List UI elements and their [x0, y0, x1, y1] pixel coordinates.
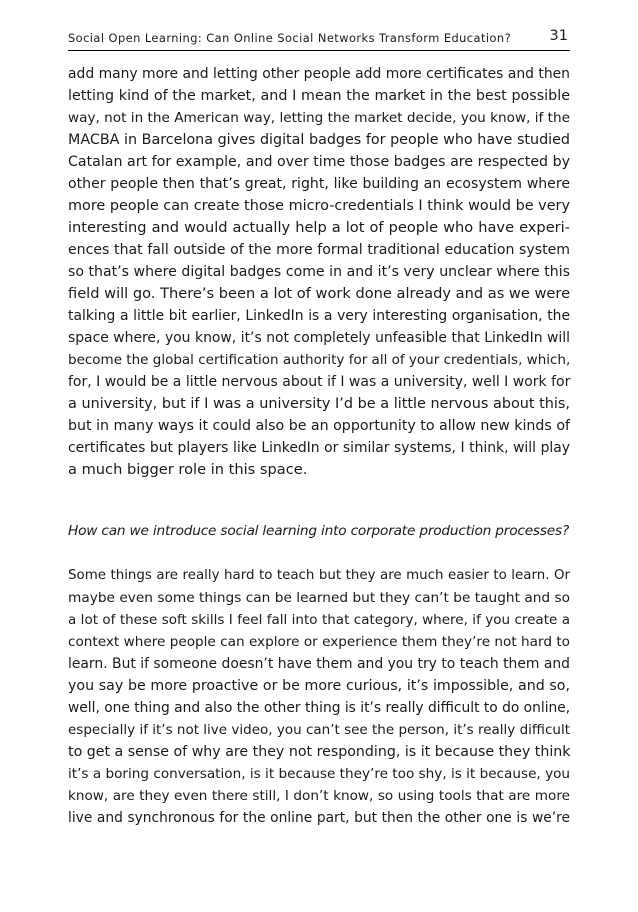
text-line: field will go. There’s been a lot of work done already and as we were — [68, 285, 571, 302]
text-line: for, I would be a little nervous about if I was a university, well I work for — [68, 374, 571, 390]
text-line: but in many ways it could also be an opportunity to allow new kinds of — [68, 418, 570, 434]
text-line: way, not in the American way, letting the market decide, you know, if the — [68, 110, 570, 126]
text-line: become the global certification authority for all of your credentials, which, — [68, 352, 571, 368]
text-line: a lot of these soft skills I feel fall into that category, where, if you create a — [68, 612, 570, 628]
text-line: space where, you know, it’s not completely unfeasible that LinkedIn will — [68, 330, 570, 346]
text-line: to get a sense of why are they not responding, is it because they think — [68, 744, 571, 760]
body-paragraph-2 — [68, 565, 570, 829]
text-line: MACBA in Barcelona gives digital badges for people who have studied — [68, 132, 570, 148]
text-line: learn. But if someone doesn’t have them and you try to teach them and — [68, 656, 570, 672]
text-line: maybe even some things can be learned but they can’t be taught and so — [68, 590, 570, 606]
interview-question: How can we introduce social learning into corporate production processes? — [68, 523, 570, 539]
text-line: context where people can explore or experience them they’re not hard to — [68, 634, 570, 650]
text-line: talking a little bit earlier, LinkedIn is a very interesting organisation, the — [68, 308, 570, 324]
text-line: interesting and would actually help a lot of people who have experi- — [68, 219, 570, 236]
body-paragraph-1 — [68, 63, 570, 481]
text-line: so that’s where digital badges come in and it’s very unclear where this — [68, 264, 570, 280]
text-line: add many more and letting other people add more certificates and then — [68, 66, 570, 82]
running-title: Social Open Learning: Can Online Social Networks Transform Education? — [68, 31, 512, 45]
text-line: live and synchronous for the online part, but then the other one is we’re — [68, 810, 570, 826]
text-line-last: a much bigger role in this space. — [68, 461, 308, 478]
text-line: it’s a boring conversation, is it because they’re too shy, is it because, you — [68, 766, 571, 782]
text-line: a university, but if I was a university I’d be a little nervous about this, — [68, 396, 570, 412]
text-line: letting kind of the market, and I mean the market in the best possible — [68, 88, 570, 104]
text-line: know, are they even there still, I don’t know, so using tools that are more — [68, 788, 570, 804]
text-line: well, one thing and also the other thing is it’s really difficult to do online, — [68, 700, 571, 716]
text-line: Some things are really hard to teach but they are much easier to learn. Or — [68, 568, 570, 583]
text-line: other people then that’s great, right, like building an ecosystem where — [68, 176, 570, 192]
text-line: especially if it’s not live video, you can’t see the person, it’s really difficult — [68, 722, 570, 738]
page-number: 31 — [549, 28, 568, 44]
running-header — [68, 28, 570, 51]
text-line: you say be more proactive or be more curious, it’s impossible, and so, — [68, 678, 570, 694]
text-line: more people can create those micro-credentials I think would be very — [68, 198, 570, 214]
text-line: certificates but players like LinkedIn or similar systems, I think, will play — [68, 440, 570, 456]
text-line: Catalan art for example, and over time those badges are respected by — [68, 154, 570, 170]
text-line: ences that fall outside of the more formal traditional education system — [68, 242, 570, 258]
